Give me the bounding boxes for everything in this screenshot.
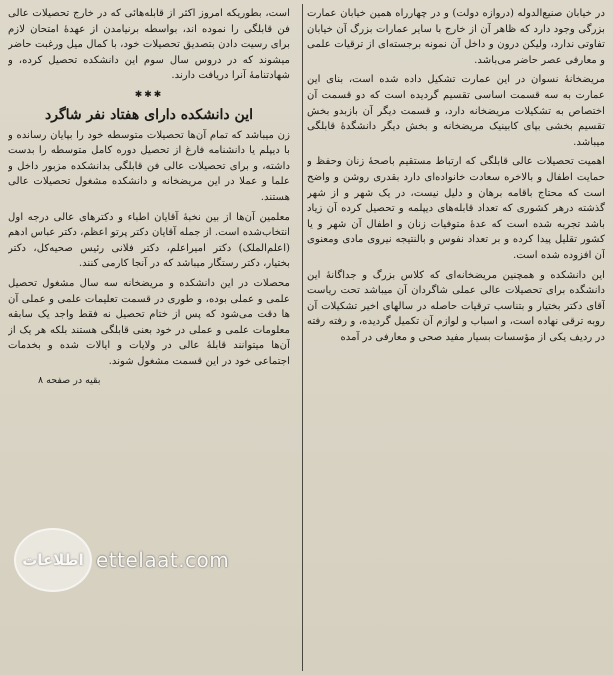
column-divider bbox=[302, 4, 303, 671]
section-headline: این دانشکده دارای هفتاد نفر شاگرد bbox=[45, 106, 253, 123]
watermark bbox=[14, 528, 229, 592]
watermark-url: ettelaat.com bbox=[96, 548, 230, 572]
left-paragraph-2: معلمین آن‌ها از بین نخبهٔ آقایان اطباء و دکترهای عالی درجه اول انتخاب‌شده است. از جمله آقایان دکتر پرتو اعظم، دکتر عباس ادهم (اعلم‌الملک) دکتر امیراعلم، دکتر فلانی رئیس صحیه‌کل، دکتر بختیار، دکتر رستگار میباشد که در آنجا کارمی کنند. bbox=[8, 211, 290, 270]
ettelaat-logo-icon: اطلاعات bbox=[14, 528, 92, 592]
right-paragraph-1: در خیابان صنیع‌الدوله (دروازه دولت) و در چهارراه همین خیابان عمارت بزرگی وجود دارد که ظاهر آن از خارج با سایر عمارات بزرگ آن خیابان تفاوتی ندارد، ولیکن درون و داخل آن نمونه برجسته‌ای از ترقیات علمی و معارفی عصر حاضر می‌باشد. bbox=[307, 8, 605, 66]
right-paragraph-4: این دانشکده و همچنین مریضخانه‌ای که کلاس بزرگ و جداگانهٔ این دانشگده برای تحصیلات عالی عملی شاگردان آن میباشد تحت ریاست آقای دکتر بختیار و بتناسب ترقیات حاصله در سالهای اخیر تشکیلات آن روبه ترقی نهاده است، و اسباب و لوازم آن تکمیل گردیده، و رفته رفته در ردیف یکی از مؤسسات بسیار مفید صحی و معارفی در آمده bbox=[307, 269, 605, 343]
right-paragraph-2: مریضخانهٔ نسوان در این عمارت تشکیل داده شده است، بنای این عمارت به سه قسمت اساسی تقسیم گردیده است که دو قسمت آن اختصاص به تشکیلات مریضخانه دارد، و قسمت دیگر آن بازبدو بخش تقسیم بخشی بپای کابینیک مریضخانه و بخش دیگر دانشگدهٔ قابلگی میباشد. bbox=[307, 74, 605, 148]
section-separator: ✱✱✱ bbox=[134, 89, 164, 100]
continuation-note: بقیه در صفحه ۸ bbox=[38, 375, 101, 387]
left-intro-paragraph: است، بطوریکه امروز اکثر از قابله‌هائی که در خارج تحصیلات عالی فن قابلگی را نموده اند، بواسطه برنیامدن از عهدهٔ امتحان لازم برای رسیت دادن بتصدیق تحصیلات خود، با کمال میل ورغبت حاضر میشوند که در دروس سال سوم این دانشکده تحصیل کرده، و شهادتنامهٔ آنرا دریافت دارند. bbox=[8, 8, 290, 82]
right-paragraph-3: اهمیت تحصیلات عالی قابلگی که ارتباط مستقیم باصحهٔ زنان وحفظ و حمایت اطفال و بالاخره سعادت خانواده‌ای دارد بقدری روشن و واضح است که محتاج باقامه برهان و دلیل نیست، در یک شهر و از شهر گذشته درهر کشوری که تعداد قابله‌های دیپلمه و تحصیل کرده آن زیاد باشد تجربه شده است که عدهٔ متوفیات زنان و اطفال آن شهر و یا کشور تقلیل پیدا کرده و بر تعداد نفوس و بالنتیجه نیروی مادی ومعنوی آن افزوده شده است. bbox=[307, 156, 605, 261]
right-column bbox=[307, 6, 605, 671]
left-paragraph-1: زن میباشد که تمام آن‌ها تحصیلات متوسطه خود را بپایان رسانده و با دیپلم یا دانشنامه فارغ از تحصیل دوره کامل متوسطه را بدست داشته، و برای تحصیلات عالی فن قابلگی بدانشکده مزبور داخل و علما و عملا در این مریضخانه و دانشکده مشغول تحصیلات عالی هستند. bbox=[8, 129, 290, 203]
left-paragraph-3: محصلات در این دانشکده و مریضخانه سه سال مشغول تحصیل علمی و عملی بوده، و طوری در قسمت تعلیمات علمی و عملی آن ها دقت می‌شود که پس از ختام تحصیل نه فقط واجد یک سابقه معلومات علمی و عملی در خود بعنی قابلگی هستند بلکه هر یک از آن‌ها میتوانند قابلهٔ عالی در ولایات و ایالات شده و بخدمات اجتماعی خود در این قسمت مشغول شوند. bbox=[8, 277, 290, 367]
